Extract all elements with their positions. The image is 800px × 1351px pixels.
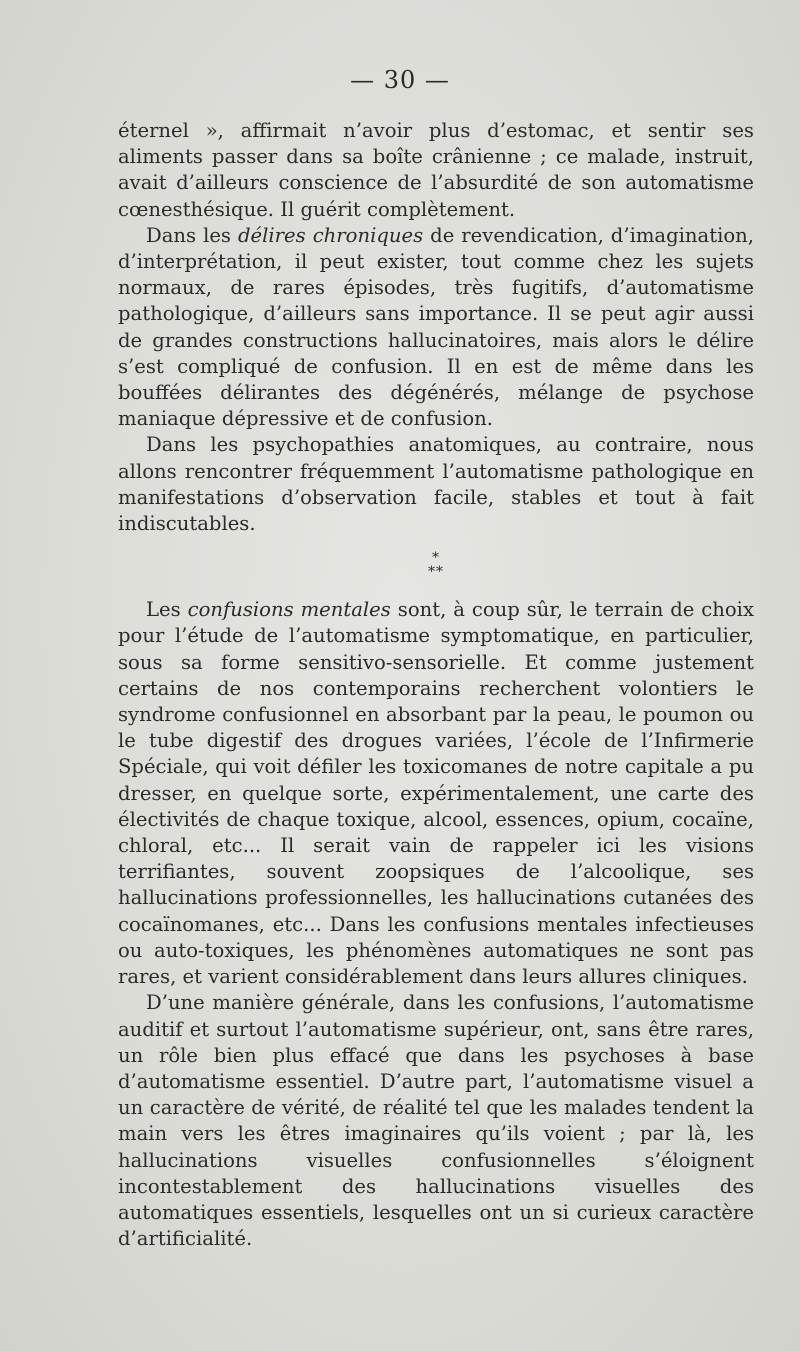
italic-term: délires chroniques <box>238 223 424 247</box>
asterism-bottom: ** <box>428 564 444 581</box>
text-run: D’une manière générale, dans les confusions, l’automatisme auditif et surtout l’automatisme supérieur, ont, sans être rares, un rôle bien plus effacé que dans les psychoses à base d’automatisme essentiel. D’autre part, l’automatisme visuel a un caractère de vérité, de réalité tel que les malades tendent la main vers les êtres imaginaires qu’ils voient ; par là, les hallucinations visuelles confusionnelles s’éloignent incontestablement des hallucinations visuelles des automatiques essentiels, lesquelles ont un si curieux caractère d’artificialité. <box>118 991 754 1251</box>
text-run: de revendication, d’imagination, d’interprétation, il peut exister, tout comme chez les sujets normaux, de rares épisodes, très fugitifs, d’automatisme pathologique, d’ailleurs sans importance. Il se peut agir aussi de grandes constructions hallucinatoires, mais alors le délire s’est compliqué de confusion. Il en est de même dans les bouffées délirantes des dégénérés, mélange de psychose maniaque dépressive et de confusion. <box>118 223 754 431</box>
text-run: Dans les <box>146 223 238 247</box>
body-text <box>118 118 754 1252</box>
paragraphs-after-break <box>118 597 754 1252</box>
text-run: éternel », affirmait n’avoir plus d’estomac, et sentir ses aliments passer dans sa boîte crânienne ; ce malade, instruit, avait d’ailleurs conscience de l’absurdité de son automatisme cœnesthésique. Il guérit complètement. <box>118 119 754 221</box>
paragraph-p5 <box>118 990 754 1252</box>
paragraph-p1 <box>118 118 754 223</box>
asterism-top: * <box>432 550 440 567</box>
text-run: sont, à coup sûr, le terrain de choix pour l’étude de l’automatisme symptomatique, en particulier, sous sa forme sensitivo-sensorielle. Et comme justement certains de nos contemporains recherchent volontiers le syndrome confusionnel en absorbant par la peau, le poumon ou le tube digestif des drogues variées, l’école de l’Infirmerie Spéciale, qui voit défiler les toxicomanes de notre capitale a pu dresser, en quelque sorte, expérimentalement, une carte des électivités de chaque toxique, alcool, essences, opium, cocaïne, chloral, etc... Il serait vain de rappeler ici les visions terrifiantes, souvent zoopsiques de l’alcoolique, ses hallucinations professionnelles, les hallucinations cutanées des cocaïnomanes, etc... Dans les confusions mentales infectieuses ou auto-toxiques, les phénomènes automatiques ne sont pas rares, et varient considérablement dans leurs allures cliniques. <box>118 598 754 989</box>
text-run: Les <box>146 598 188 622</box>
page-number: — 30 — <box>350 66 450 94</box>
section-break-asterism <box>118 551 754 579</box>
paragraphs-before-break <box>118 118 754 537</box>
paragraph-p2 <box>118 223 754 433</box>
italic-term: confusions mentales <box>187 598 391 622</box>
text-run: Dans les psychopathies anatomiques, au contraire, nous allons rencontrer fréquemment l’automatisme pathologique en manifestations d’observation facile, stables et tout à fait indiscutables. <box>118 433 754 536</box>
paragraph-p4 <box>118 597 754 990</box>
paragraph-p3 <box>118 432 754 537</box>
